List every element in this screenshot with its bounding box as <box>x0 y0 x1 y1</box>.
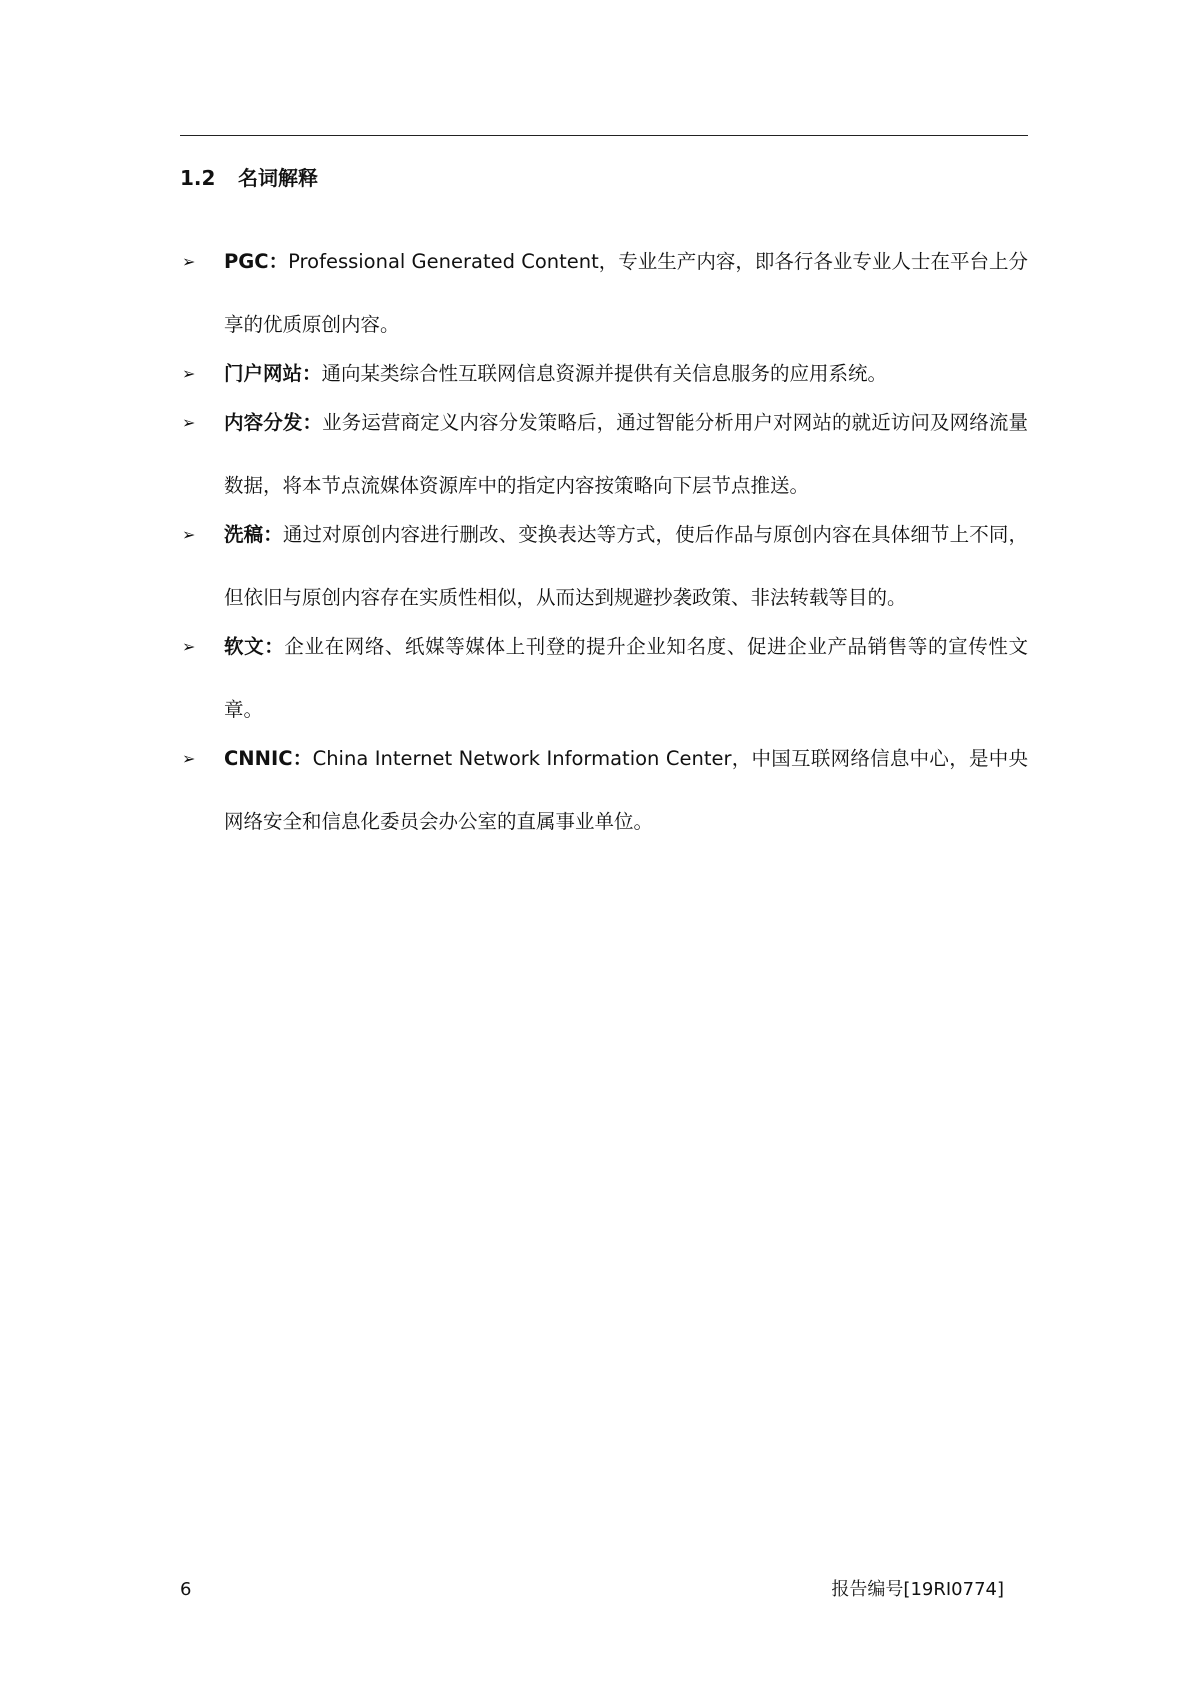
glossary-term: CNNIC <box>224 747 293 770</box>
glossary-definition: 通向某类综合性互联网信息资源并提供有关信息服务的应用系统。 <box>321 362 888 385</box>
term-separator: ： <box>263 523 283 546</box>
glossary-term: 软文 <box>224 635 265 658</box>
term-separator: ： <box>302 411 323 434</box>
glossary-item-content-distribution <box>180 391 1028 517</box>
glossary-term: PGC <box>224 250 269 273</box>
term-separator: ： <box>264 635 285 658</box>
glossary-term: 内容分发 <box>224 411 303 434</box>
glossary-item-advertorial <box>180 615 1028 741</box>
glossary-list <box>180 250 1028 853</box>
arrow-bullet-icon: ➢ <box>182 364 196 383</box>
arrow-bullet-icon: ➢ <box>182 252 196 271</box>
glossary-term: 门户网站 <box>224 362 303 385</box>
arrow-bullet-icon: ➢ <box>182 413 196 432</box>
section-title: 名词解释 <box>238 166 318 190</box>
header-rule <box>180 135 1028 136</box>
section-number: 1.2 <box>180 166 216 190</box>
term-separator: ： <box>302 362 322 385</box>
term-separator: ： <box>268 250 289 273</box>
arrow-bullet-icon: ➢ <box>182 637 196 656</box>
glossary-term: 洗稿 <box>224 523 264 546</box>
glossary-item-washing <box>180 503 1028 629</box>
glossary-definition: 业务运营商定义内容分发策略后，通过智能分析用户对网站的就近访问及网络流量数据，将本节点流媒体资源库中的指定内容按策略向下层节点推送。 <box>224 411 1028 497</box>
glossary-item-pgc <box>180 230 1028 356</box>
glossary-definition: Professional Generated Content，专业生产内容，即各行各业专业人士在平台上分享的优质原创内容。 <box>224 250 1028 336</box>
glossary-definition: 企业在网络、纸媒等媒体上刊登的提升企业知名度、促进企业产品销售等的宣传性文章。 <box>224 635 1028 721</box>
glossary-definition: China Internet Network Information Center，中国互联网络信息中心，是中央网络安全和信息化委员会办公室的直属事业单位。 <box>224 747 1028 833</box>
arrow-bullet-icon: ➢ <box>182 749 196 768</box>
page-number: 6 <box>180 1579 192 1600</box>
report-id: 报告编号[19RI0774] <box>831 1579 1004 1600</box>
arrow-bullet-icon: ➢ <box>182 525 196 544</box>
section-heading <box>180 164 318 192</box>
term-separator: ： <box>292 747 313 770</box>
glossary-definition: 通过对原创内容进行删改、变换表达等方式，使后作品与原创内容在具体细节上不同，但依旧与原创内容存在实质性相似，从而达到规避抄袭政策、非法转载等目的。 <box>224 523 1028 609</box>
glossary-item-cnnic <box>180 727 1028 853</box>
